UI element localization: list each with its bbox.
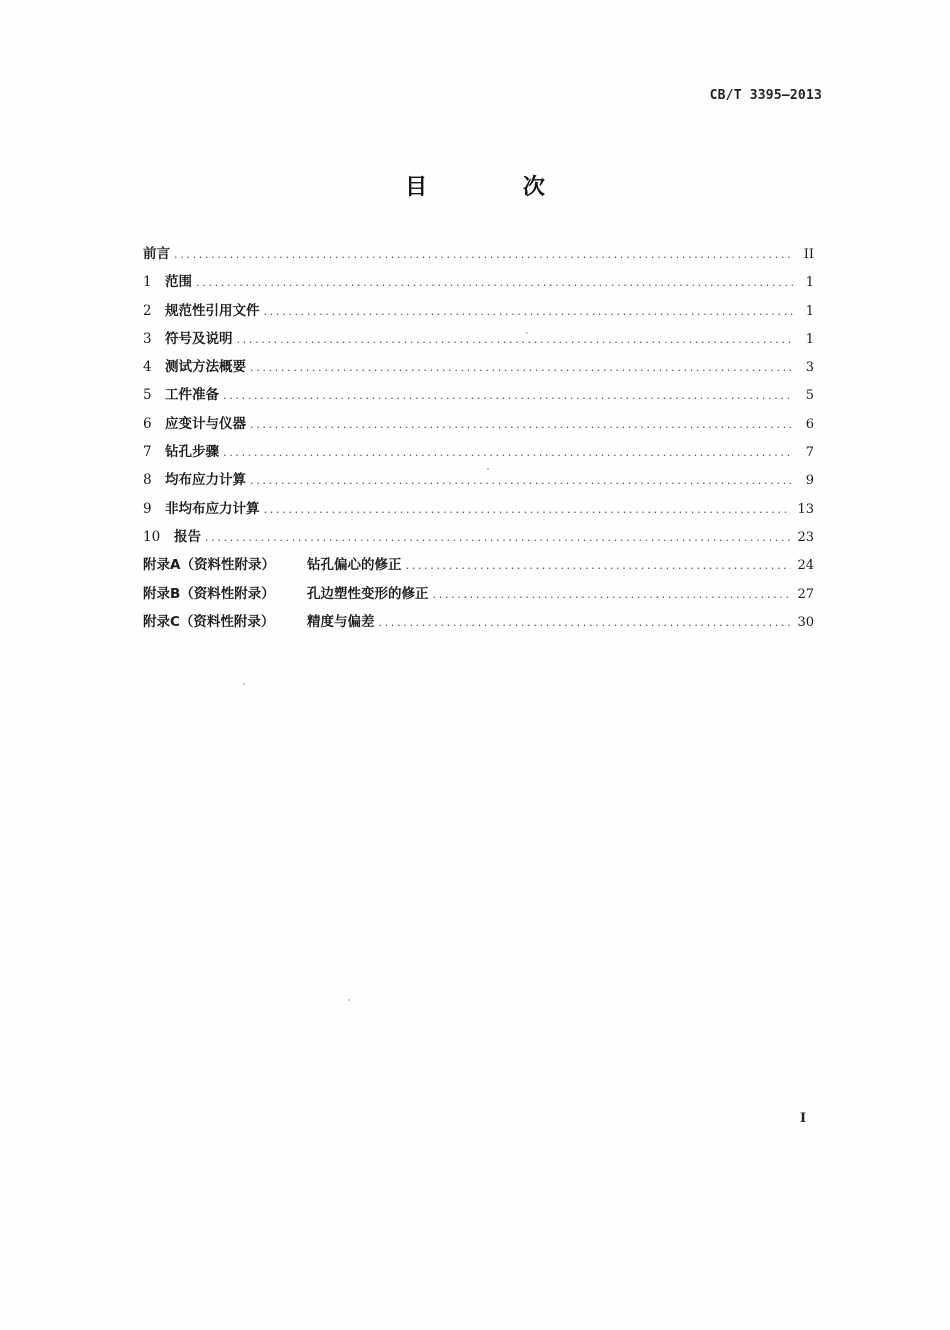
toc-entry-number: 2 — [143, 302, 152, 319]
scan-speck — [348, 999, 350, 1001]
toc-page-number: 30 — [797, 614, 814, 630]
toc-leader-dots — [433, 588, 792, 601]
toc-leader-dots — [250, 361, 794, 374]
toc-entry-10[interactable] — [143, 525, 814, 553]
toc-entry-number: 9 — [143, 500, 152, 517]
toc-entry-number: 8 — [143, 472, 152, 489]
toc-entry-label: 孔边塑性变形的修正 — [307, 585, 429, 602]
toc-entry-4[interactable] — [143, 355, 814, 383]
toc-entry-label: 前言 — [143, 246, 170, 262]
toc-entry-label: 非均布应力计算 — [165, 500, 260, 517]
toc-entry-label: 钻孔步骤 — [165, 444, 219, 461]
toc-annex-prefix: 附录B（资料性附录） — [143, 585, 275, 602]
toc-entry-number: 7 — [143, 444, 152, 461]
toc-entry-label: 钻孔偏心的修正 — [307, 557, 402, 574]
toc-entry-label: 均布应力计算 — [165, 472, 246, 489]
toc-annex-prefix: 附录C（资料性附录） — [143, 613, 275, 630]
toc-entry-label: 符号及说明 — [165, 330, 233, 347]
toc-entry-number: 6 — [143, 415, 152, 432]
toc-annex-prefix: 附录A（资料性附录） — [143, 557, 275, 574]
toc-entry-number: 3 — [143, 330, 152, 347]
toc-entry-2[interactable] — [143, 299, 814, 327]
toc-entry-5[interactable] — [143, 383, 814, 411]
toc-entry-8[interactable] — [143, 468, 814, 496]
toc-entry-9[interactable] — [143, 497, 814, 525]
toc-leader-dots — [223, 389, 794, 402]
toc-page-number: 5 — [805, 388, 814, 404]
toc-leader-dots — [264, 503, 792, 516]
standard-code: CB/T 3395—2013 — [709, 88, 822, 103]
toc-entry-1[interactable] — [143, 270, 814, 298]
toc-entry-3[interactable] — [143, 327, 814, 355]
toc-page-number: 7 — [805, 445, 814, 461]
toc-leader-dots — [406, 559, 792, 572]
toc-leader-dots — [205, 531, 791, 544]
scan-speck — [243, 683, 245, 685]
toc-page-number: 3 — [805, 360, 814, 376]
toc-page-number: II — [803, 247, 814, 262]
toc-entry-label: 精度与偏差 — [307, 613, 375, 630]
toc-leader-dots — [379, 616, 792, 629]
toc-leader-dots — [250, 418, 794, 431]
toc-page-number: 23 — [797, 529, 814, 545]
toc-entry-label: 规范性引用文件 — [165, 302, 260, 319]
toc-leader-dots — [196, 276, 794, 289]
toc-leader-dots — [223, 446, 794, 459]
toc-page-number: 1 — [805, 275, 814, 291]
toc-entry-number: 4 — [143, 359, 152, 376]
table-of-contents — [143, 242, 814, 638]
toc-page-number: 1 — [805, 331, 814, 347]
toc-entry-annex-c[interactable] — [143, 610, 814, 638]
toc-entry-annex-b[interactable] — [143, 582, 814, 610]
toc-title: 目 次 — [405, 175, 589, 200]
toc-entry-number: 1 — [143, 274, 152, 291]
toc-entry-foreword[interactable] — [143, 242, 814, 270]
toc-leader-dots — [174, 248, 794, 261]
toc-page-number: 6 — [805, 416, 814, 432]
toc-leader-dots — [237, 333, 795, 346]
toc-entry-label: 工件准备 — [165, 387, 219, 404]
toc-page-number: 1 — [805, 303, 814, 319]
toc-leader-dots — [250, 474, 794, 487]
toc-page-number: 24 — [797, 558, 814, 574]
toc-entry-6[interactable] — [143, 412, 814, 440]
toc-entry-7[interactable] — [143, 440, 814, 468]
toc-entry-number: 10 — [143, 528, 161, 545]
toc-entry-label: 报告 — [174, 528, 201, 545]
toc-entry-number: 5 — [143, 387, 152, 404]
toc-entry-label: 应变计与仪器 — [165, 415, 246, 432]
scan-speck — [526, 332, 528, 334]
toc-page-number: 9 — [805, 473, 814, 489]
toc-page-number: 13 — [797, 501, 814, 517]
toc-leader-dots — [264, 305, 795, 318]
toc-entry-label: 范围 — [165, 274, 192, 291]
toc-entry-annex-a[interactable] — [143, 553, 814, 581]
scan-speck — [487, 468, 489, 470]
toc-page-number: 27 — [797, 586, 814, 602]
toc-entry-label: 测试方法概要 — [165, 359, 246, 376]
page-number: I — [800, 1111, 807, 1126]
